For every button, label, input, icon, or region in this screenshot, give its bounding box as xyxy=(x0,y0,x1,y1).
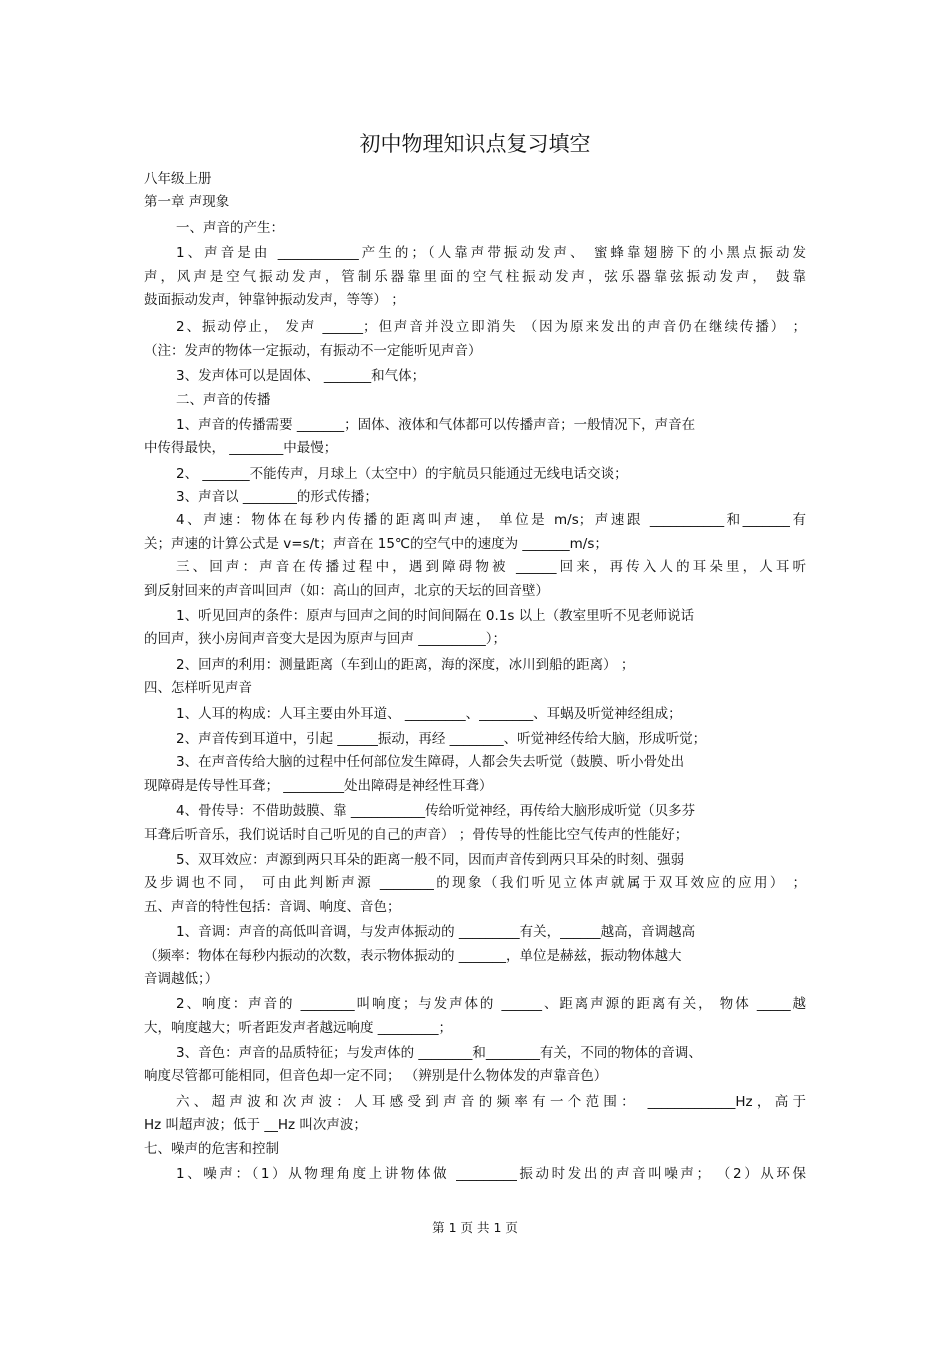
paragraph-line: Hz 叫超声波；低于 __Hz 叫次声波； xyxy=(144,1117,367,1134)
section-heading: 六、超声波和次声波：人耳感受到声音的频率有一个范围： _____________Hz，高于 xyxy=(176,1093,806,1110)
paragraph-line: 3、在声音传给大脑的过程中任何部位发生障碍，人都会失去听觉（鼓膜、听小骨处出 xyxy=(176,754,685,771)
chapter-heading: 第一章 声现象 xyxy=(144,194,230,211)
section-heading: 三、回声：声音在传播过程中，遇到障碍物被 ______回来，再传入人的耳朵里，人耳听 xyxy=(176,559,806,576)
paragraph-line: 声，风声是空气振动发声，管制乐器靠里面的空气柱振动发声，弦乐器靠弦振动发声， 鼓靠 xyxy=(144,268,806,285)
paragraph-line: 响度尽管都可能相同，但音色却一定不同； （辨别是什么物体发的声靠音色） xyxy=(144,1068,608,1085)
paragraph-line: （注：发声的物体一定振动，有振动不一定能听见声音） xyxy=(144,342,482,359)
section-heading: 五、声音的特性包括：音调、响度、音色； xyxy=(144,898,401,915)
paragraph-line: 3、声音以 ________的形式传播； xyxy=(176,489,378,506)
paragraph-line: 2、响度：声音的 ________叫响度；与发声体的 ______、距离声源的距离有关， 物体 _____越 xyxy=(176,996,806,1013)
paragraph-line: 1、噪声：（1）从物理角度上讲物体做 _________振动时发出的声音叫噪声； （2）从环保 xyxy=(176,1166,806,1183)
paragraph-line: 耳聋后听音乐，我们说话时自己听见的自己的声音） ；骨传导的性能比空气传声的性能好； xyxy=(144,826,689,843)
paragraph-line: 2、声音传到耳道中，引起 ______振动，再经 ________、听觉神经传给大脑，形成听觉； xyxy=(176,730,707,747)
paragraph-line: 音调越低；） xyxy=(144,970,219,987)
paragraph-line: 1、声音是由 ____________产生的；（人靠声带振动发声、 蜜蜂靠翅膀下的小黑点振动发 xyxy=(176,245,806,262)
paragraph-line: 2、 _______不能传声，月球上（太空中）的宇航员只能通过无线电话交谈； xyxy=(176,465,628,482)
section-heading: 二、声音的传播 xyxy=(176,391,271,408)
page-footer: 第 1 页 共 1 页 xyxy=(432,1220,518,1235)
section-heading: 一、声音的产生： xyxy=(176,219,284,236)
document-body xyxy=(144,168,806,1186)
paragraph-line: 现障碍是传导性耳聋； _________处出障碍是神经性耳聋） xyxy=(144,777,493,794)
paragraph-line: 3、发声体可以是固体、 _______和气体； xyxy=(176,368,426,385)
paragraph-line: 鼓面振动发声，钟靠钟振动发声，等等） ； xyxy=(144,291,405,308)
paragraph-line: 到反射回来的声音叫回声（如：高山的回声，北京的天坛的回音壁） xyxy=(144,582,549,599)
paragraph-line: 2、回声的利用：测量距离（车到山的距离，海的深度，冰川到船的距离） ； xyxy=(176,656,635,673)
paragraph-line: 的回声，狭小房间声音变大是因为原声与回声 __________）； xyxy=(144,631,507,648)
paragraph-line: 中传得最快， ________中最慢； xyxy=(144,440,338,457)
paragraph-line: 1、听见回声的条件：原声与回声之间的时间间隔在 0.1s 以上（教室里听不见老师说话 xyxy=(176,608,695,625)
document-title: 初中物理知识点复习填空 xyxy=(359,132,591,156)
paragraph-line: 1、人耳的构成：人耳主要由外耳道、 _________、________、耳蜗及听觉神经组成； xyxy=(176,705,682,722)
paragraph-line: 3、音色：声音的品质特征；与发声体的 ________和________有关，不同的物体的音调、 xyxy=(176,1045,702,1062)
paragraph-line: 及步调也不同， 可由此判断声源 ________的现象（我们听见立体声就属于双耳效应的应用） ； xyxy=(144,875,806,892)
paragraph-line: （频率：物体在每秒内振动的次数，表示物体振动的 _______，单位是赫兹，振动物体越大 xyxy=(144,947,682,964)
section-heading: 七、噪声的危害和控制 xyxy=(144,1140,279,1157)
grade-heading: 八年级上册 xyxy=(144,171,212,187)
paragraph-line: 关；声速的计算公式是 v=s/t；声音在 15℃的空气中的速度为 _______m/s； xyxy=(144,535,608,552)
paragraph-line: 4、骨传导：不借助鼓膜、靠 ___________传给听觉神经，再传给大脑形成听觉（贝多芬 xyxy=(176,803,696,820)
paragraph-line: 4、声速：物体在每秒内传播的距离叫声速， 单位是 m/s；声速跟 ___________和_______有 xyxy=(176,512,806,529)
paragraph-line: 1、声音的传播需要 _______；固体、液体和气体都可以传播声音；一般情况下，声音在 xyxy=(176,416,696,433)
section-heading: 四、怎样听见声音 xyxy=(144,680,252,697)
paragraph-line: 1、音调：声音的高低叫音调，与发声体振动的 _________有关，______越高，音调越高 xyxy=(176,924,696,941)
paragraph-line: 5、双耳效应：声源到两只耳朵的距离一般不同，因而声音传到两只耳朵的时刻、强弱 xyxy=(176,851,685,868)
paragraph-line: 2、振动停止， 发声 ______；但声音并没立即消失 （因为原来发出的声音仍在继续传播） ； xyxy=(176,319,806,336)
paragraph-line: 大，响度越大；听者距发声者越远响度 _________； xyxy=(144,1019,453,1036)
